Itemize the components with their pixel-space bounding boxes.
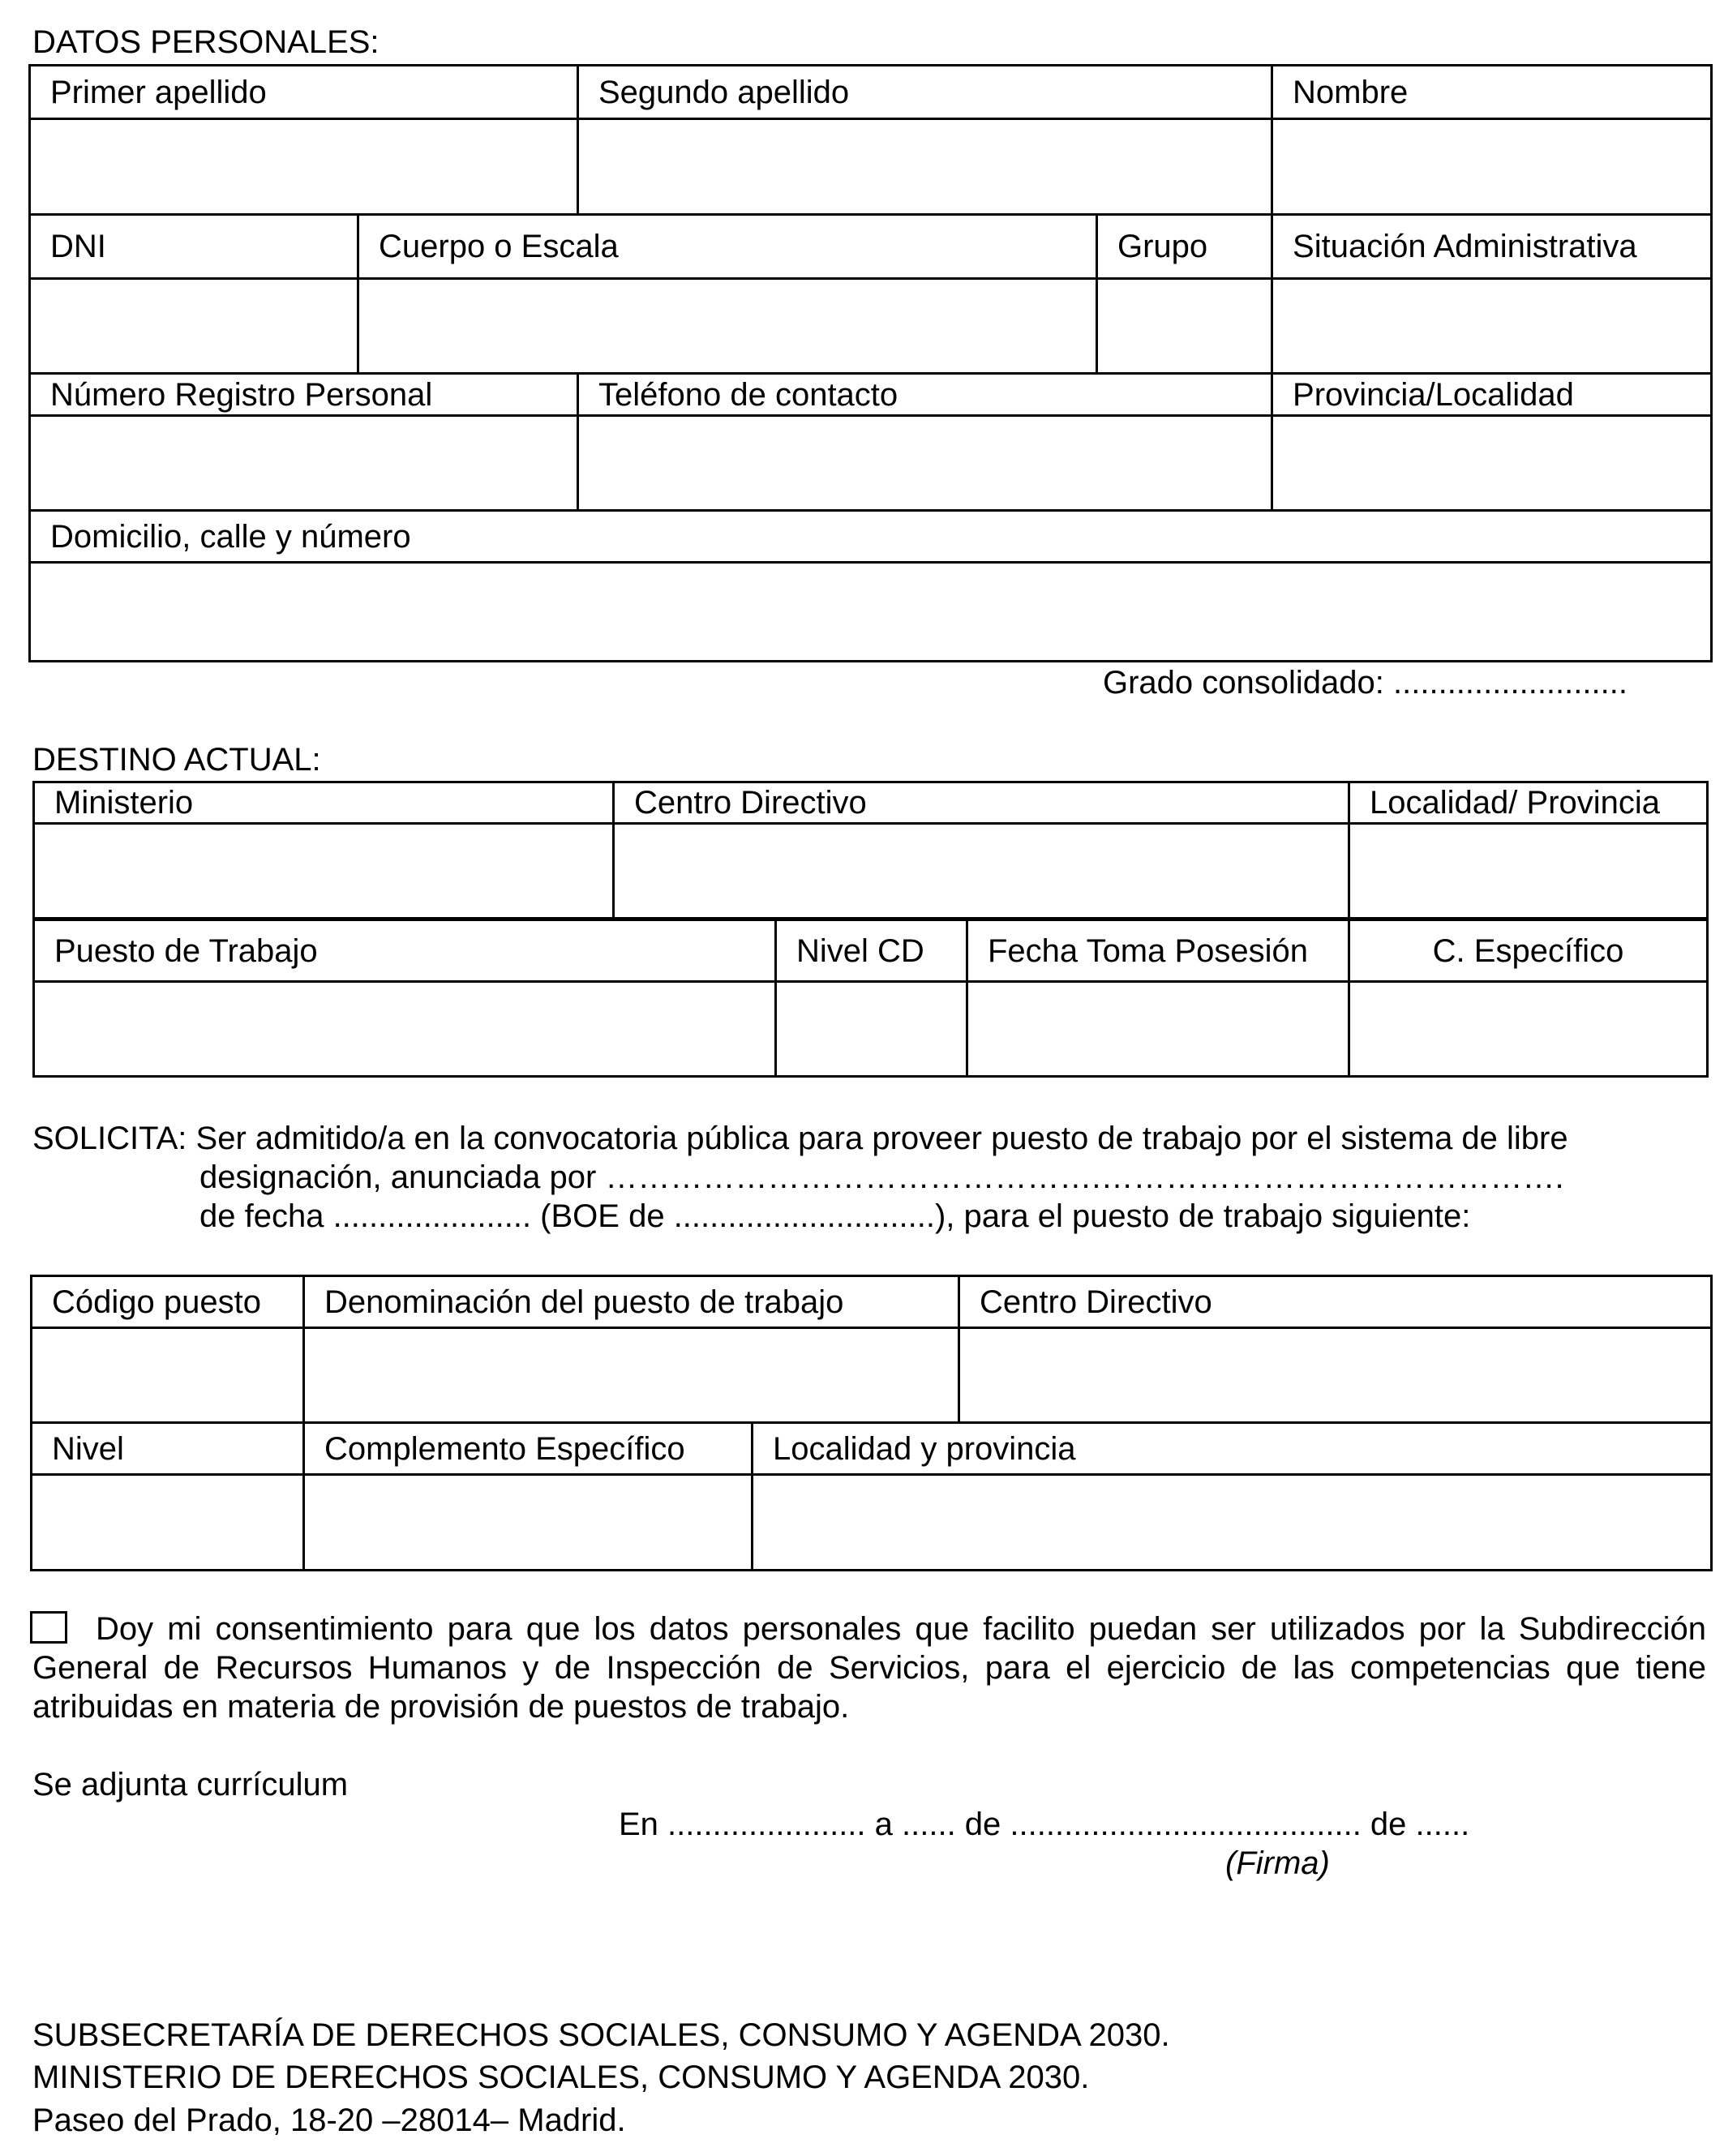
field-numero-registro-personal[interactable] [30,416,578,511]
field-nombre[interactable] [1272,119,1712,215]
label-nombre: Nombre [1272,66,1712,119]
label-codigo-puesto: Código puesto [32,1276,304,1328]
grado-consolidado: Grado consolidado: .......................... [1103,665,1628,701]
firma-label: (Firma) [1225,1845,1330,1881]
section-heading-destino-actual: DESTINO ACTUAL: [32,742,321,778]
field-provincia-localidad[interactable] [1272,416,1712,511]
label-centro-directivo: Centro Directivo [614,782,1349,824]
field-complemento-especifico[interactable] [304,1475,753,1571]
field-grupo[interactable] [1097,279,1272,374]
label-puesto-trabajo: Puesto de Trabajo [34,920,776,982]
label-situacion-administrativa: Situación Administrativa [1272,215,1712,279]
label-nivel: Nivel [32,1423,304,1475]
field-cuerpo-escala[interactable] [358,279,1097,374]
label-denominacion-puesto: Denominación del puesto de trabajo [304,1276,959,1328]
label-grupo: Grupo [1097,215,1272,279]
footer-line-2: MINISTERIO DE DERECHOS SOCIALES, CONSUMO Y AGENDA 2030. [32,2060,1090,2095]
label-complemento-especifico: Complemento Específico [304,1423,753,1475]
solicita-line-3: de fecha ...................... (BOE de .............................), para el puesto de trabajo siguiente: [199,1198,1471,1234]
label-nivel-cd: Nivel CD [776,920,967,982]
label-primer-apellido: Primer apellido [30,66,578,119]
label-dni: DNI [30,215,358,279]
consent-text: Doy mi consentimiento para que los datos personales que facilito puedan ser utilizados por la Subdirección General de Recursos Humanos y de Inspección de Servicios, para el ejercicio de las competencias que tiene atribuidas en materia de provisión de puestos de trabajo. [32,1611,1706,1725]
destino-actual-table [32,781,1709,919]
solicita-line-2: designación, anunciada por ……………………………………….……………………………………. [199,1159,1564,1195]
label-c-especifico: C. Específico [1349,920,1708,982]
field-nivel[interactable] [32,1475,304,1571]
datos-personales-table [28,64,1713,662]
label-localidad-provincia: Localidad/ Provincia [1349,782,1708,824]
field-codigo-puesto[interactable] [32,1328,304,1423]
field-segundo-apellido[interactable] [578,119,1272,215]
label-segundo-apellido: Segundo apellido [578,66,1272,119]
label-ministerio: Ministerio [34,782,614,824]
field-domicilio[interactable] [30,563,1712,662]
field-ministerio[interactable] [34,824,614,919]
curriculum-note: Se adjunta currículum [32,1767,349,1802]
label-telefono-contacto: Teléfono de contacto [578,374,1272,416]
field-dni[interactable] [30,279,358,374]
label-fecha-toma-posesion: Fecha Toma Posesión [967,920,1349,982]
footer-line-1: SUBSECRETARÍA DE DERECHOS SOCIALES, CONSUMO Y AGENDA 2030. [32,2017,1170,2053]
fecha-lugar: En ...................... a ...... de ....................................... de ...... [619,1807,1470,1842]
label-cuerpo-escala: Cuerpo o Escala [358,215,1097,279]
field-centro-directivo[interactable] [614,824,1349,919]
puesto-solicitado-table-2 [30,1421,1713,1571]
field-nivel-cd[interactable] [776,982,967,1077]
label-numero-registro-personal: Número Registro Personal [30,374,578,416]
label-domicilio: Domicilio, calle y número [30,511,1712,563]
field-telefono-contacto[interactable] [578,416,1272,511]
footer-line-3: Paseo del Prado, 18-20 –28014– Madrid. [32,2102,626,2138]
field-localidad-provincia[interactable] [1349,824,1708,919]
field-puesto-trabajo[interactable] [34,982,776,1077]
field-fecha-toma-posesion[interactable] [967,982,1349,1077]
label-provincia-localidad: Provincia/Localidad [1272,374,1712,416]
solicita-line-1: SOLICITA: Ser admitido/a en la convocatoria pública para proveer puesto de trabajo por el sistema de libre [32,1121,1568,1156]
destino-actual-table-2 [32,919,1709,1078]
field-primer-apellido[interactable] [30,119,578,215]
field-c-especifico[interactable] [1349,982,1708,1077]
section-heading-datos-personales: DATOS PERSONALES: [32,24,380,60]
field-denominacion-puesto[interactable] [304,1328,959,1423]
puesto-solicitado-table [30,1275,1713,1424]
label-localidad-provincia-solicitado: Localidad y provincia [753,1423,1712,1475]
label-centro-directivo-solicitado: Centro Directivo [959,1276,1712,1328]
field-situacion-administrativa[interactable] [1272,279,1712,374]
field-localidad-provincia-solicitado[interactable] [753,1475,1712,1571]
field-centro-directivo-solicitado[interactable] [959,1328,1712,1423]
